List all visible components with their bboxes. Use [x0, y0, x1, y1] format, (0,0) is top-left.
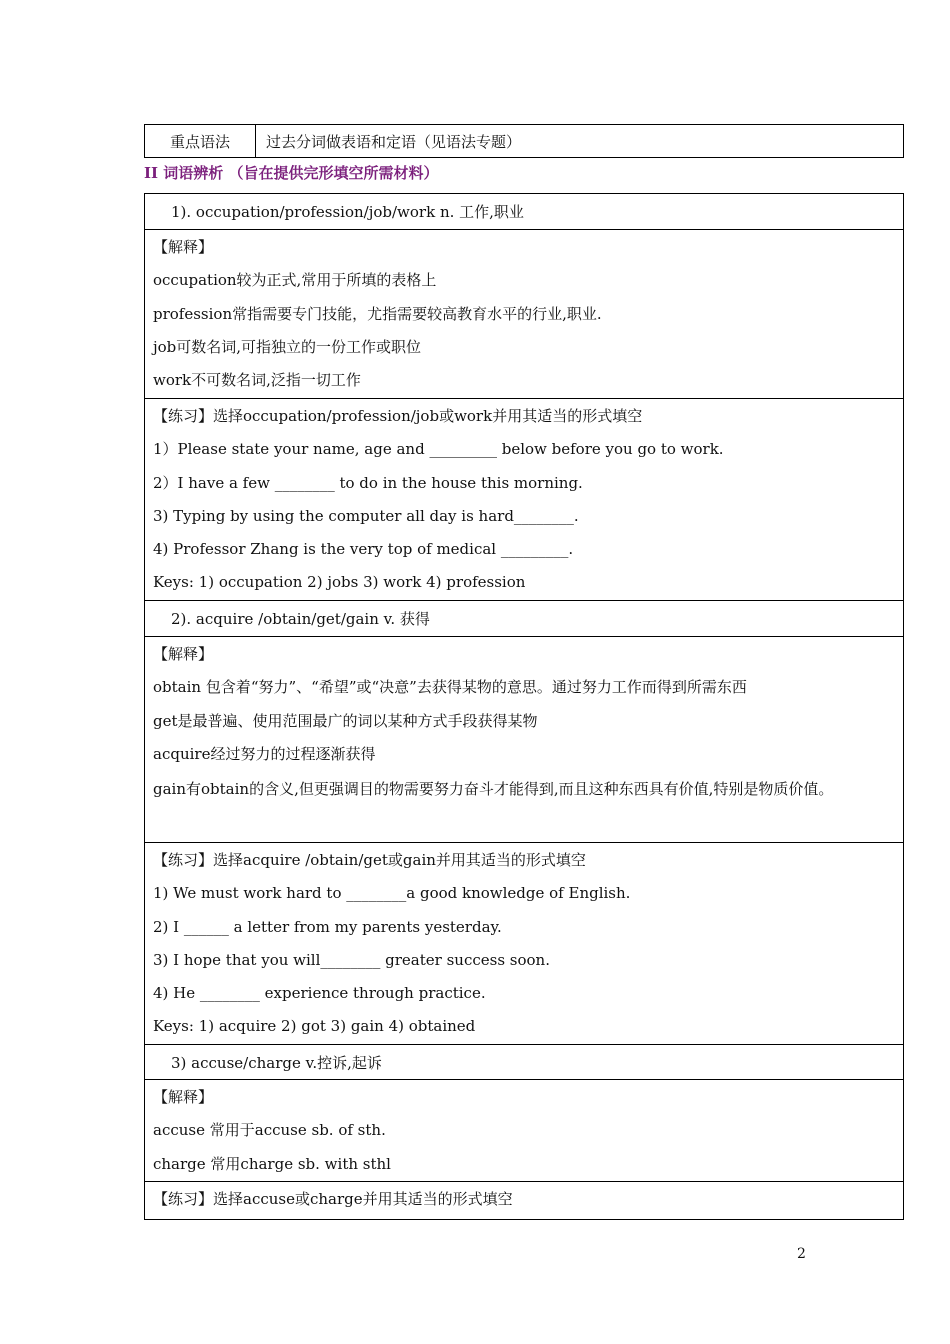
grammar-focus-table — [144, 124, 904, 158]
exercise-keys: Keys: 1) acquire 2) got 3) gain 4) obtained — [153, 1017, 476, 1036]
explanation-line: occupation较为正式,常用于所填的表格上 — [153, 271, 437, 290]
exercise-block-2 — [145, 843, 903, 1045]
grammar-focus-label: 重点语法 — [145, 125, 256, 157]
exercise-item: 1）Please state your name, age and _________ below before you go to work. — [153, 440, 724, 459]
explanation-title: 【解释】 — [153, 645, 214, 663]
vocabulary-table — [144, 193, 904, 1220]
explanation-title: 【解释】 — [153, 1088, 214, 1106]
exercise-item: 1) We must work hard to ________a good knowledge of English. — [153, 884, 631, 903]
word-group-heading-3: 3) accuse/charge v.控诉,起诉 — [145, 1045, 903, 1080]
exercise-block-3 — [145, 1182, 903, 1220]
explanation-line-wrapped: gain有obtain的含义,但更强调目的物需要努力奋斗才能得到,而且这种东西具有价值,特别是物质价值。 — [153, 780, 834, 799]
page-number: 2 — [797, 1246, 806, 1262]
explanation-block-3 — [145, 1080, 903, 1182]
exercise-item: 4) He ________ experience through practice. — [153, 984, 486, 1003]
explanation-line: job可数名词,可指独立的一份工作或职位 — [153, 337, 422, 356]
word-group-heading-1: 1). occupation/profession/job/work n. 工作,职业 — [145, 194, 903, 230]
exercise-item: 2）I have a few ________ to do in the house this morning. — [153, 473, 583, 492]
exercise-item: 3) Typing by using the computer all day is hard________. — [153, 506, 579, 525]
exercise-title: 【练习】选择accuse或charge并用其适当的形式填空 — [153, 1190, 513, 1208]
grammar-focus-content: 过去分词做表语和定语（见语法专题） — [266, 132, 522, 151]
explanation-line: obtain 包含着“努力”、“希望”或“决意”去获得某物的意思。通过努力工作而得到所需东西 — [153, 678, 747, 697]
section-heading: II 词语辨析 （旨在提供完形填空所需材料） — [144, 164, 439, 182]
exercise-title: 【练习】选择acquire /obtain/get或gain并用其适当的形式填空 — [153, 851, 586, 869]
explanation-block-1 — [145, 230, 903, 399]
explanation-line: charge 常用charge sb. with sthl — [153, 1154, 391, 1173]
word-group-heading-2: 2). acquire /obtain/get/gain v. 获得 — [145, 601, 903, 637]
explanation-title: 【解释】 — [153, 238, 214, 256]
exercise-item: 4) Professor Zhang is the very top of medical _________. — [153, 540, 574, 559]
explanation-line: accuse 常用于accuse sb. of sth. — [153, 1121, 386, 1140]
explanation-line: profession常指需要专门技能，尤指需要较高教育水平的行业,职业. — [153, 304, 602, 323]
exercise-block-1 — [145, 399, 903, 601]
explanation-line: get是最普遍、使用范围最广的词以某种方式手段获得某物 — [153, 711, 538, 730]
exercise-title: 【练习】选择occupation/profession/job或work并用其适当的形式填空 — [153, 407, 643, 425]
exercise-keys: Keys: 1) occupation 2) jobs 3) work 4) profession — [153, 573, 526, 592]
explanation-block-2 — [145, 637, 903, 843]
explanation-line: acquire经过努力的过程逐渐获得 — [153, 744, 376, 763]
exercise-item: 3) I hope that you will________ greater success soon. — [153, 950, 550, 969]
explanation-line: work不可数名词,泛指一切工作 — [153, 371, 361, 390]
exercise-item: 2) I ______ a letter from my parents yesterday. — [153, 917, 502, 936]
